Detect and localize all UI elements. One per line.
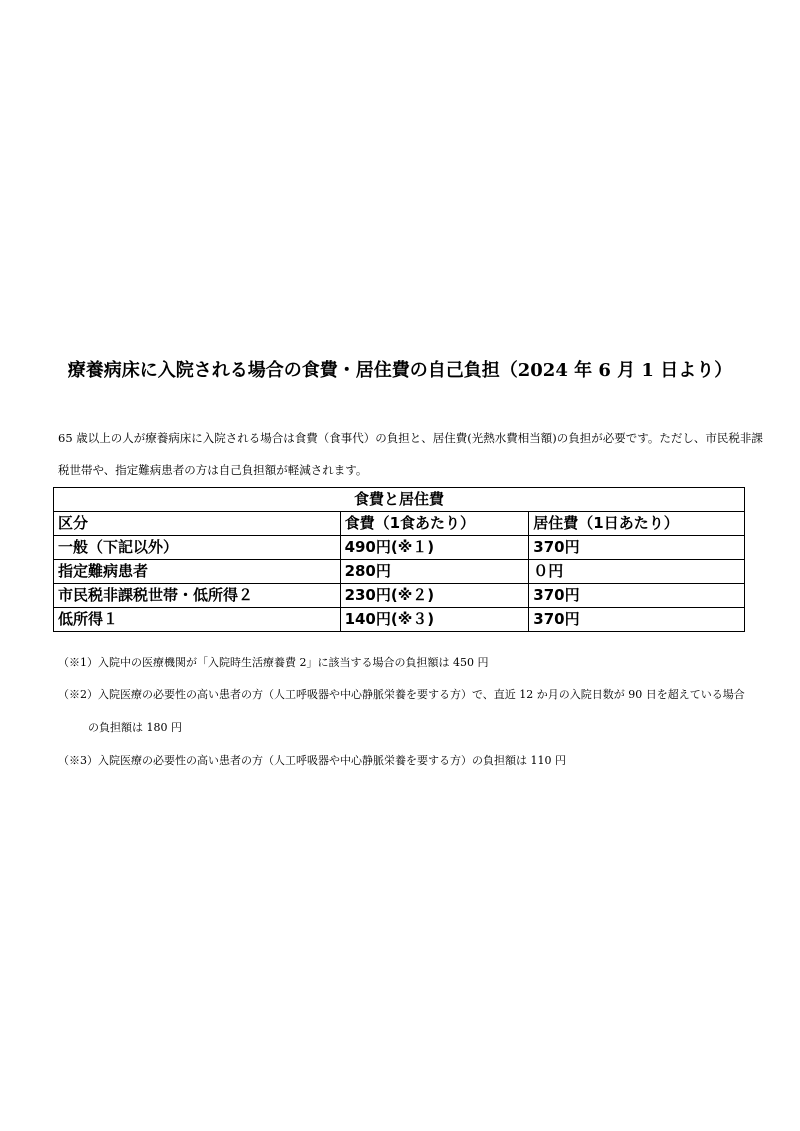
table-caption-row xyxy=(54,488,745,512)
table-row xyxy=(54,536,745,560)
row-meal-cost: 490円(※１) xyxy=(340,536,529,560)
table-row xyxy=(54,560,745,584)
header-living-cost: 居住費（1日あたり） xyxy=(529,512,745,536)
row-category: 一般（下記以外） xyxy=(54,536,341,560)
footnote-1: （※1）入院中の医療機関が「入院時生活療養費 2」に該当する場合の負担額は 450 円 xyxy=(58,656,489,669)
row-category: 指定難病患者 xyxy=(54,560,341,584)
row-meal-cost: 280円 xyxy=(340,560,529,584)
row-meal-cost: 230円(※２) xyxy=(340,584,529,608)
row-category: 市民税非課税世帯・低所得２ xyxy=(54,584,341,608)
table-row xyxy=(54,584,745,608)
footnote-3: （※3）入院医療の必要性の高い患者の方（人工呼吸器や中心静脈栄養を要する方）の負担額は 110 円 xyxy=(58,754,566,767)
table-header-row xyxy=(54,512,745,536)
header-category: 区分 xyxy=(54,512,341,536)
row-living-cost: ０円 xyxy=(529,560,745,584)
table-row xyxy=(54,608,745,632)
row-living-cost: 370円 xyxy=(529,536,745,560)
header-meal-cost: 食費（1食あたり） xyxy=(340,512,529,536)
row-meal-cost: 140円(※３) xyxy=(340,608,529,632)
cost-table xyxy=(53,487,745,632)
footnote-2: （※2）入院医療の必要性の高い患者の方（人工呼吸器や中心静脈栄養を要する方）で、直近 12 か月の入院日数が 90 日を超えている場合 xyxy=(58,688,745,701)
row-category: 低所得１ xyxy=(54,608,341,632)
table-caption: 食費と居住費 xyxy=(54,488,745,512)
row-living-cost: 370円 xyxy=(529,584,745,608)
row-living-cost: 370円 xyxy=(529,608,745,632)
page-title: 療養病床に入院される場合の食費・居住費の自己負担（2024 年 6 月 1 日より） xyxy=(67,360,733,381)
intro-line-1: 65 歳以上の人が療養病床に入院される場合は食費（食事代）の負担と、居住費(光熱水費相当額)の負担が必要です。ただし、市民税非課 xyxy=(58,431,763,445)
intro-line-2: 税世帯や、指定難病患者の方は自己負担額が軽減されます。 xyxy=(58,463,368,477)
footnote-2-continued: の負担額は 180 円 xyxy=(88,721,182,734)
